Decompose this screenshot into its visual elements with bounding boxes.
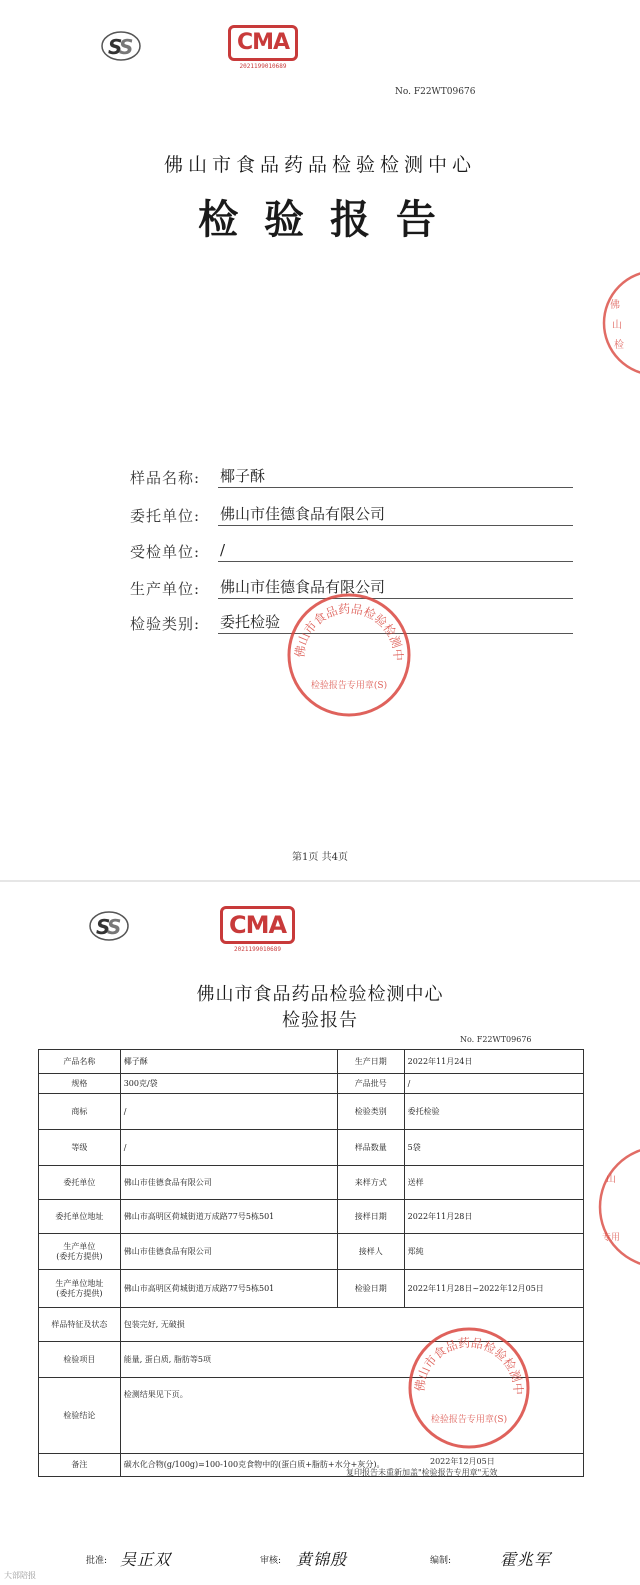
field-inspection-type: 检验类别: 委托检验 xyxy=(130,612,573,636)
table-row: 委托单位地址 佛山市高明区荷城街道万成路77号5栋501 接样日期 2022年11月28日 xyxy=(39,1200,583,1234)
copy-note: 复印报告未重新加盖"检验报告专用章"无效 xyxy=(346,1468,498,1477)
svg-text:专用: 专用 xyxy=(602,1233,621,1243)
table-row: 产品名称 椰子酥 生产日期 2022年11月24日 xyxy=(39,1050,583,1074)
svg-text:佛: 佛 xyxy=(610,300,620,311)
table-row: 规格 300克/袋 产品批号 / xyxy=(39,1074,583,1094)
review-label: 审核: xyxy=(260,1556,282,1566)
report-title: 检验报告 xyxy=(282,1010,358,1031)
report-title: 检 验 报 告 xyxy=(198,196,442,243)
svg-text:检: 检 xyxy=(614,340,624,351)
report-detail-page xyxy=(0,880,640,1585)
report-number: No. F22WT09676 xyxy=(395,87,476,97)
svg-text:S: S xyxy=(107,915,122,939)
cma-number: 2021199010689 xyxy=(234,946,282,953)
svg-text:佛山市食品药品检验检测中心: 佛山市食品药品检验检测中 xyxy=(412,1335,526,1396)
center-name: 佛山市食品药品检验检测中心 xyxy=(196,984,444,1005)
cma-logo-icon: CMA 2021199010689 xyxy=(220,906,295,953)
table-row: 委托单位 佛山市佳德食品有限公司 来样方式 送样 xyxy=(39,1166,583,1200)
field-producer: 生产单位: 佛山市佳德食品有限公司 xyxy=(130,577,573,601)
svg-text:山: 山 xyxy=(612,320,622,331)
svg-text:检验报告专用章(S): 检验报告专用章(S) xyxy=(430,1415,508,1425)
field-inspected-unit: 受检单位: / xyxy=(130,540,573,564)
page-footer: 第1页 共4页 xyxy=(292,852,348,863)
report-number: No. F22WT09676 xyxy=(460,1035,532,1044)
edge-seal-icon xyxy=(598,1142,640,1272)
svg-text:S: S xyxy=(96,915,111,939)
edge-seal-icon xyxy=(598,268,640,378)
table-row: 生产单位地址 (委托方提供) 佛山市高明区荷城街道万成路77号5栋501 检验日期 2022年11月28日~2022年12月05日 xyxy=(39,1270,583,1308)
cma-logo-icon: CMA 2021199010689 xyxy=(228,25,298,70)
svg-text:山: 山 xyxy=(606,1174,616,1185)
field-client: 委托单位: 佛山市佳德食品有限公司 xyxy=(130,504,573,528)
table-row: 检验结论 检测结果见下页。 xyxy=(39,1378,583,1454)
svg-text:S: S xyxy=(108,35,123,59)
table-row: 备注 碳水化合物(g/100g)=100-100克食物中的(蛋白质+脂肪+水分+灰分)。 xyxy=(39,1454,583,1476)
compile-label: 编制: xyxy=(430,1556,452,1566)
approve-signature: 吴正双 xyxy=(120,1550,172,1569)
compile-signature: 霍兆军 xyxy=(500,1550,552,1569)
svg-text:S: S xyxy=(119,35,134,59)
review-signature: 黄锦殷 xyxy=(296,1550,348,1569)
official-seal-icon xyxy=(405,1324,533,1452)
field-sample-name: 样品名称: 椰子酥 xyxy=(130,466,573,490)
signature-row xyxy=(38,1547,584,1571)
svg-text:检验报告专用章(S): 检验报告专用章(S) xyxy=(310,681,388,691)
seal-date: 2022年12月05日 xyxy=(430,1457,495,1466)
official-seal-icon xyxy=(284,590,414,720)
svg-text:佛山市食品药品检验检测中心: 佛山市食品药品检验检测中 xyxy=(292,601,406,662)
ss-logo-icon xyxy=(88,910,130,942)
table-row: 样品特征及状态 包装完好, 无破损 xyxy=(39,1308,583,1342)
table-row: 检验项目 能量, 蛋白质, 脂肪等5项 xyxy=(39,1342,583,1378)
center-name: 佛山市食品药品检验检测中心 xyxy=(163,154,476,176)
table-row: 生产单位 (委托方提供) 佛山市佳德食品有限公司 接样人 郑純 xyxy=(39,1234,583,1270)
table-row: 商标 / 检验类别 委托检验 xyxy=(39,1094,583,1130)
approve-label: 批准: xyxy=(86,1556,108,1566)
cma-number: 2021199010689 xyxy=(239,63,287,70)
table-row: 等级 / 样品数量 5袋 xyxy=(39,1130,583,1166)
ss-logo-icon xyxy=(100,30,142,62)
watermark: 大部陪报 xyxy=(4,1571,36,1580)
